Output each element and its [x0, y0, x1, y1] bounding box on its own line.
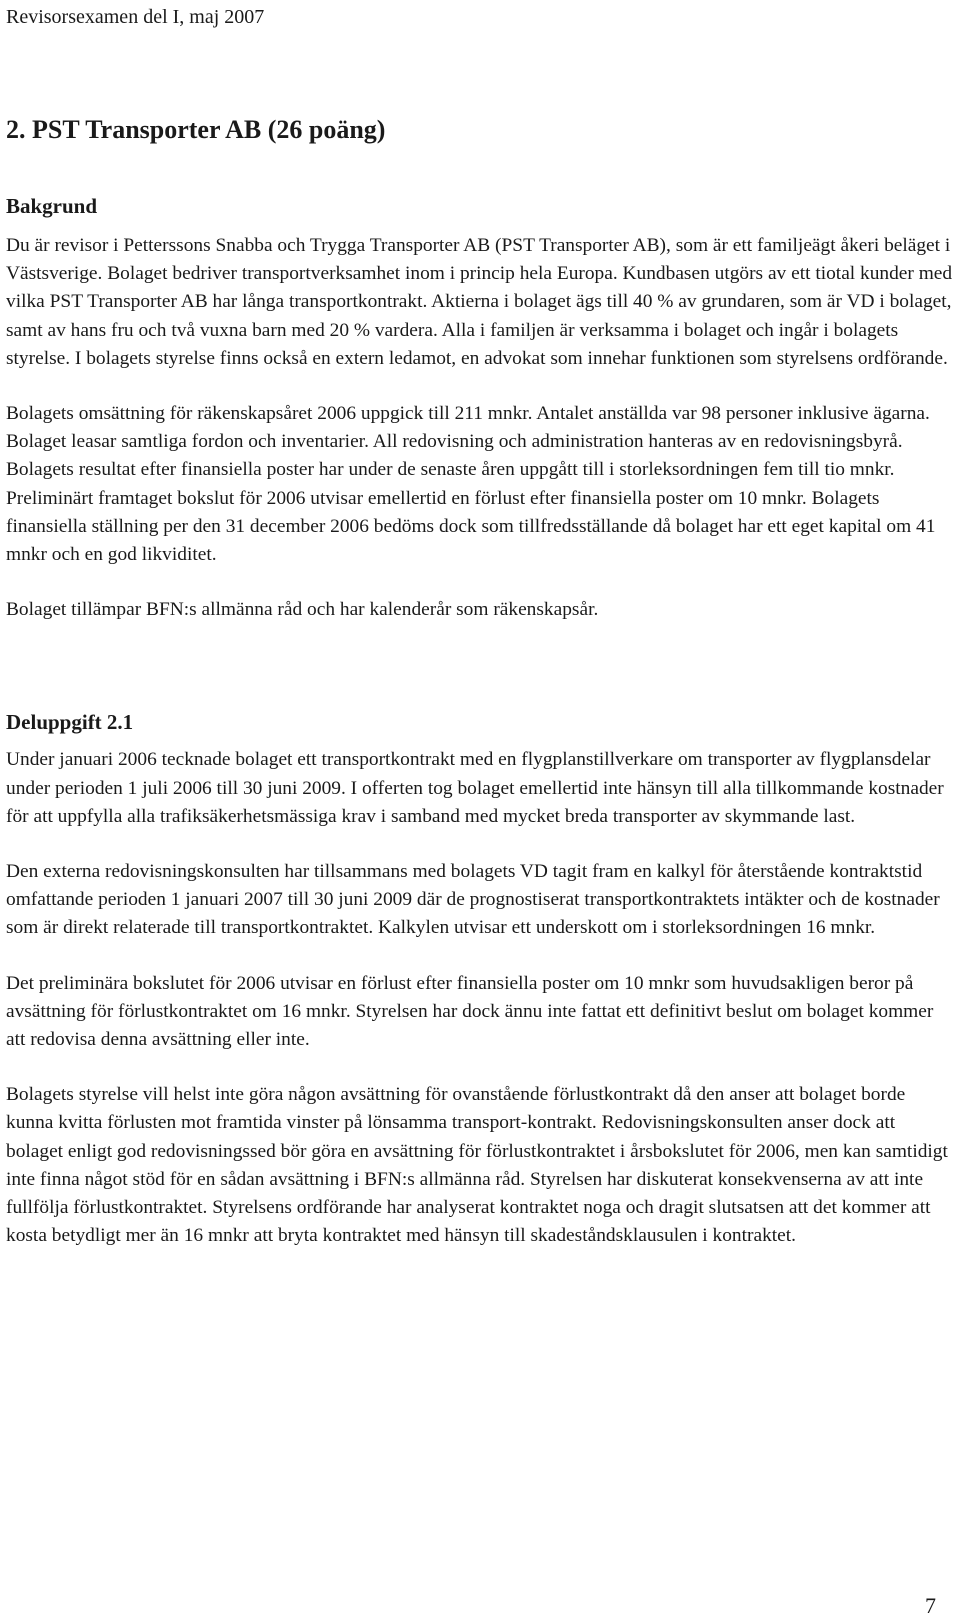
task-paragraph-4: Bolagets styrelse vill helst inte göra någon avsättning för ovanstående förlustkontrakt då den anser att bolaget borde kunna kvitta förlusten mot framtida vinster på lönsamma transport-kontrakt. Redovisningskonsulten anser dock att bolaget enligt god redovisningssed bör göra en avsättning för förlustkontraktet i årsbokslutet för 2006, men kan samtidigt inte finna något stöd för en sådan avsättning i BFN:s allmänna råd. Styrelsen har diskuterat konsekvenserna av att inte fullfölja förlustkontraktet. Styrelsens ordförande har analyserat kontraktet noga och dragit slutsatsen att det kommer att kosta betydligt mer än 16 mnkr att bryta kontraktet med hänsyn till skadeståndsklausulen i kontraktet.	[6, 1084, 948, 1247]
background-paragraph-2: Bolagets omsättning för räkenskapsåret 2006 uppgick till 211 mnkr. Antalet anställda var 98 personer inklusive ägarna. Bolaget leasar samtliga fordon och inventarier. All redovisning och administration hanteras av en redovisningsbyrå. Bolagets resultat efter finansiella poster har under de senaste åren uppgått till i storleksordningen fem till tio mnkr. Preliminärt framtaget bokslut för 2006 utvisar emellertid en förlust efter finansiella poster om 10 mnkr. Bolagets finansiella ställning per den 31 december 2006 bedöms dock som tillfredsställande då bolaget har ett eget kapital om 41 mnkr och en god likviditet.	[6, 403, 936, 566]
running-header: Revisorsexamen del I, maj 2007	[6, 6, 265, 28]
background-paragraph-3: Bolaget tillämpar BFN:s allmänna råd och har kalenderår som räkenskapsår.	[6, 599, 599, 621]
task-heading: Deluppgift 2.1	[6, 710, 134, 735]
section-title: 2. PST Transporter AB (26 poäng)	[6, 115, 386, 144]
background-paragraph-1: Du är revisor i Petterssons Snabba och Trygga Transporter AB (PST Transporter AB), som är ett familjeägt åkeri beläget i Västsverige. Bolaget bedriver transportverksamhet inom i princip hela Europa. Kundbasen utgörs av ett tiotal kunder med vilka PST Transporter AB har långa transportkontrakt. Aktierna i bolaget ägs till 40 % av grundaren, som är VD i bolaget, samt av hans fru och två vuxna barn med 20 % vardera. Alla i familjen är verksamma i bolaget och ingår i bolagets styrelse. I bolagets styrelse finns också en extern ledamot, en advokat som innehar funktionen som styrelsens ordförande.	[6, 235, 953, 369]
page-number: 7	[925, 1593, 936, 1618]
background-heading: Bakgrund	[6, 194, 98, 218]
task-paragraph-3: Det preliminära bokslutet för 2006 utvisar en förlust efter finansiella poster om 10 mnkr som huvudsakligen beror på avsättning för förlustkontraktet om 16 mnkr. Styrelsen har dock ännu inte fattat ett definitivt beslut om bolaget kommer att redovisa denna avsättning eller inte.	[6, 972, 934, 1051]
document-body	[6, 112, 954, 1277]
task-paragraph-2: Den externa redovisningskonsulten har tillsammans med bolagets VD tagit fram en kalkyl för återstående kontraktstid omfattande perioden 1 januari 2007 till 30 juni 2009 där de prognostiserat transportkontraktets intäkter och de kostnader som är direkt relaterade till transportkontraktet. Kalkylen utvisar ett underskott om i storleksordningen 16 mnkr.	[6, 861, 940, 939]
task-paragraph-1: Under januari 2006 tecknade bolaget ett transportkontrakt med en flygplanstillverkare om transporter av flygplansdelar under perioden 1 juli 2006 till 30 juni 2009. I offerten tog bolaget emellertid inte hänsyn till alla tillkommande kostnader för att uppfylla alla trafiksäkerhetsmässiga krav i samband med mycket breda transporter av skymmande last.	[6, 749, 944, 827]
